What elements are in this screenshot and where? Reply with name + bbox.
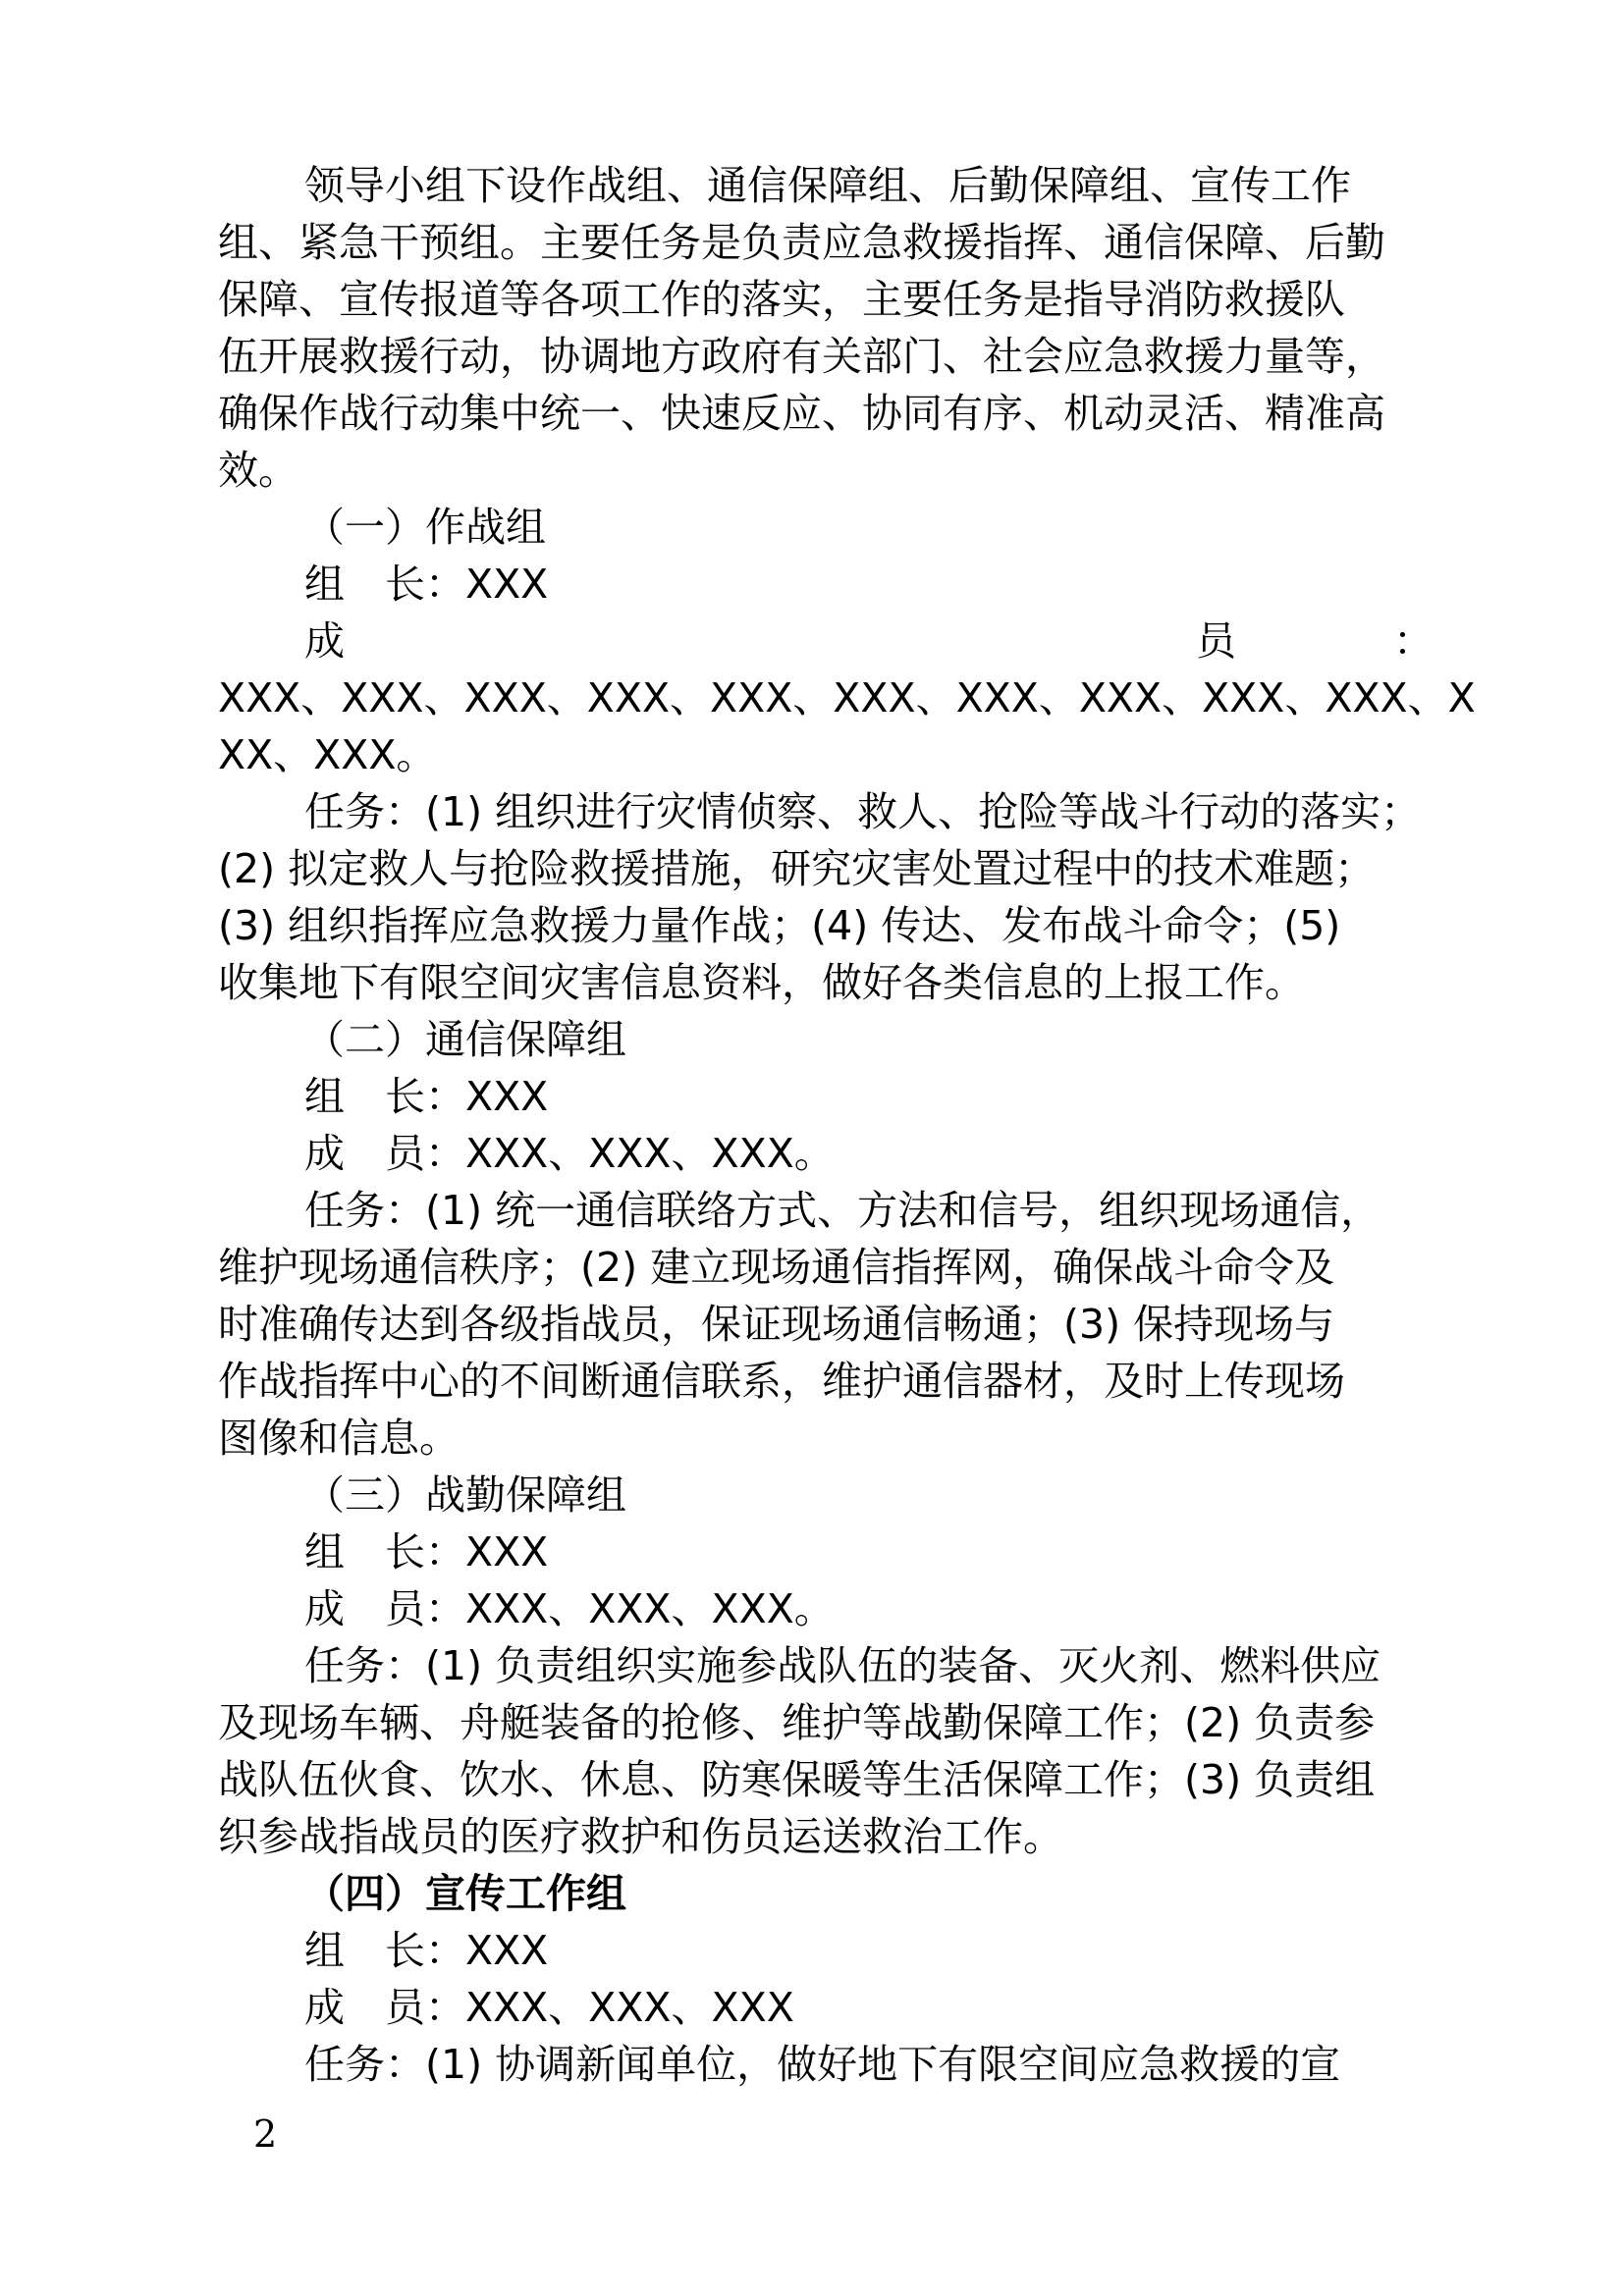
- group-members: XX、XXX。: [218, 731, 437, 778]
- members-label-char: 员: [1196, 617, 1236, 665]
- task-line: (3) 组织指挥应急救援力量作战；(4) 传达、发布战斗命令；(5): [218, 902, 1341, 949]
- members-label-char: 成: [304, 617, 345, 665]
- page-number: 2: [253, 2112, 278, 2156]
- task-line: 任务：(1) 负责组织实施参战队伍的装备、灭火剂、燃料供应: [304, 1642, 1381, 1689]
- intro-line: 伍开展救援行动，协调地方政府有关部门、社会应急救援力量等，: [218, 333, 1385, 380]
- task-line: 任务：(1) 组织进行灾情侦察、救人、抢险等战斗行动的落实；: [304, 788, 1422, 835]
- intro-line: 效。: [218, 447, 298, 494]
- group-members-label: [218, 613, 1434, 669]
- task-line: 及现场车辆、舟艇装备的抢修、维护等战勤保障工作；(2) 负责参: [218, 1699, 1376, 1746]
- section-heading-communication-group: （二）通信保障组: [304, 1016, 626, 1063]
- task-line: 收集地下有限空间灾害信息资料，做好各类信息的上报工作。: [218, 959, 1305, 1006]
- group-members: 成 员：XXX、XXX、XXX。: [304, 1130, 835, 1177]
- task-line: 图像和信息。: [218, 1415, 460, 1462]
- members-label-right: [1196, 613, 1434, 669]
- group-members: XXX、XXX、XXX、XXX、XXX、XXX、XXX、XXX、XXX、XXX、X: [218, 674, 1476, 721]
- task-line: 战队伍伙食、饮水、休息、防寒保暖等生活保障工作；(3) 负责组: [218, 1756, 1376, 1803]
- section-heading-combat-group: （一）作战组: [304, 504, 546, 551]
- task-line: 任务：(1) 协调新闻单位，做好地下有限空间应急救援的宣: [304, 2041, 1341, 2088]
- task-line: 维护现场通信秩序；(2) 建立现场通信指挥网，确保战斗命令及: [218, 1244, 1335, 1291]
- intro-line: 组、紧急干预组。主要任务是负责应急救援指挥、通信保障、后勤: [218, 219, 1385, 266]
- document-body: [218, 157, 1476, 2093]
- section-heading-logistics-group: （三）战勤保障组: [304, 1471, 626, 1519]
- group-leader: 组 长：XXX: [304, 1927, 549, 1974]
- group-leader: 组 长：XXX: [304, 1528, 549, 1575]
- task-line: (2) 拟定救人与抢险救援措施，研究灾害处置过程中的技术难题；: [218, 845, 1376, 892]
- task-line: 作战指挥中心的不间断通信联系，维护通信器材，及时上传现场: [218, 1358, 1345, 1405]
- task-line: 任务：(1) 统一通信联络方式、方法和信号，组织现场通信，: [304, 1187, 1381, 1234]
- intro-line: 保障、宣传报道等各项工作的落实，主要任务是指导消防救援队: [218, 276, 1345, 323]
- intro-line: 领导小组下设作战组、通信保障组、后勤保障组、宣传工作: [304, 162, 1351, 209]
- task-line: 时准确传达到各级指战员，保证现场通信畅通；(3) 保持现场与: [218, 1301, 1335, 1348]
- group-members: 成 员：XXX、XXX、XXX: [304, 1984, 794, 2031]
- intro-line: 确保作战行动集中统一、快速反应、协同有序、机动灵活、精准高: [218, 390, 1385, 437]
- section-heading-publicity-group: （四）宣传工作组: [304, 1870, 626, 1917]
- task-line: 织参战指战员的医疗救护和伤员运送救治工作。: [218, 1813, 1063, 1860]
- group-leader: 组 长：XXX: [304, 1073, 549, 1120]
- members-label-colon: ：: [1393, 617, 1434, 665]
- group-members: 成 员：XXX、XXX、XXX。: [304, 1585, 835, 1632]
- group-leader: 组 长：XXX: [304, 561, 549, 608]
